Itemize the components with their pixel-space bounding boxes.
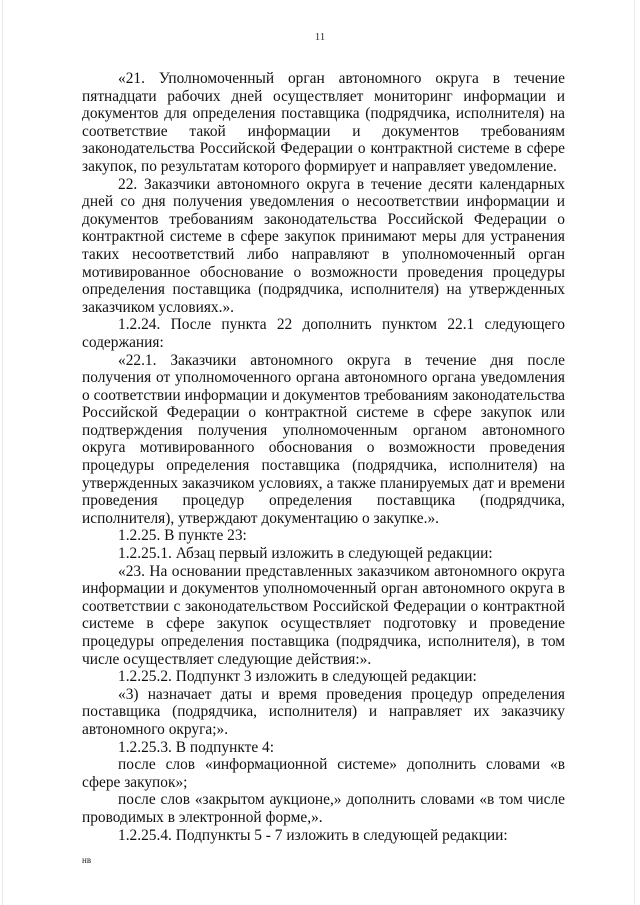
- scan-edge-left: [2, 0, 3, 905]
- paragraph-1-2-25-2: 1.2.25.2. Подпункт 3 изложить в следующей редакции:: [118, 668, 477, 686]
- paragraph-22-1: «22.1. Заказчики автономного округа в течение дня после получения от уполномоченного органа автономного органа уведомления о соответствии информации и документов требованиям законодательства Российской Федерации о контрактной системе в сфере закупок или подтверждения получения уполномоченным органом автономного округа мотивированного обоснования о возможности проведения процедуры определения поставщика (подрядчика, исполнителя) на утвержденных заказчиком условиях, а также планируемых дат и времени проведения процедур определения поставщика (подрядчика, исполнителя), утверждают документацию о закупке.».: [82, 351, 565, 527]
- paragraph-amend-closed-auction: после слов «закрытом аукционе,» дополнить словами «в том числе проводимых в электронной форме,».: [82, 791, 565, 826]
- paragraph-amend-info-system: после слов «информационной системе» дополнить словами «в сфере закупок»;: [82, 756, 565, 791]
- footer-initials: нв: [82, 855, 92, 865]
- paragraph-1-2-25-1: 1.2.25.1. Абзац первый изложить в следующей редакции:: [118, 545, 493, 563]
- paragraph-22: 22. Заказчики автономного округа в течение десяти календарных дней со дня получения уведомления о несоответствии информации и документов требованиям законодательства Российской Федерации о контрактной системе в сфере закупок принимают меры для устранения таких несоответствий либо направляют в уполномоченный орган мотивированное обоснование о возможности проведения процедуры определения поставщика (подрядчика, исполнителя) на утвержденных заказчиком условиях.».: [82, 175, 565, 316]
- paragraph-1-2-25-3: 1.2.25.3. В подпункте 4:: [118, 738, 274, 756]
- paragraph-subitem-3: «3) назначает даты и время проведения процедур определения поставщика (подрядчика, исполнителя) и направляет их заказчику автономного округа;».: [82, 685, 565, 738]
- document-body: [82, 70, 565, 844]
- page-number: 11: [314, 31, 326, 43]
- paragraph-1-2-24: 1.2.24. После пункта 22 дополнить пунктом 22.1 следующего содержания:: [82, 316, 565, 351]
- scan-edge-right: [634, 0, 635, 905]
- paragraph-1-2-25-4: 1.2.25.4. Подпункты 5 - 7 изложить в следующей редакции:: [118, 826, 508, 844]
- paragraph-23: «23. На основании представленных заказчиком автономного округа информации и документов уполномоченный орган автономного округа в соответствии с законодательством Российской Федерации о контрактной системе в сфере закупок осуществляет подготовку и проведение процедуры определения поставщика (подрядчика, исполнителя), в том числе осуществляет следующие действия:».: [82, 562, 565, 668]
- paragraph-21: «21. Уполномоченный орган автономного округа в течение пятнадцати рабочих дней осуществляет мониторинг информации и документов для определения поставщика (подрядчика, исполнителя) на соответствие такой информации и документов требованиям законодательства Российской Федерации о контрактной системе в сфере закупок, по результатам которого формирует и направляет уведомление.: [82, 70, 565, 175]
- paragraph-1-2-25: 1.2.25. В пункте 23:: [118, 527, 247, 545]
